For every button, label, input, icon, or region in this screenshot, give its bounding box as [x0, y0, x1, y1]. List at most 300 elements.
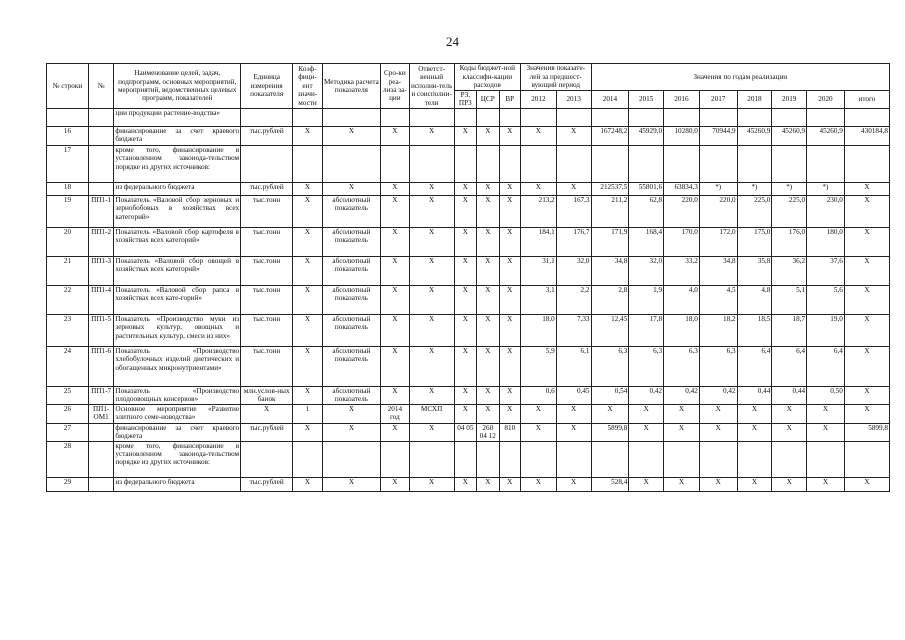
cell-value-2017: 6,3: [699, 346, 737, 386]
cell-value-2013: X: [556, 182, 591, 195]
cell-value-2018: X: [737, 404, 772, 423]
cell-value-2020: 5,6: [807, 285, 845, 314]
cell-value-2012: X: [521, 477, 557, 491]
cell-value-2013: [556, 145, 591, 182]
cell-value-2014: 212537,5: [591, 182, 629, 195]
cell-value-2017: [699, 145, 737, 182]
cell-vr: X: [499, 314, 520, 346]
cell-value-2014: 2,8: [591, 285, 629, 314]
cell-name: Показатель «Валовой сбор рапса в хозяйствах всех кате-горий»: [114, 285, 241, 314]
cell-total: 5899,8: [844, 423, 889, 441]
cell-unit: тыс.тонн: [241, 227, 293, 256]
cell-term: X: [381, 126, 410, 145]
cell-value-2013: [556, 108, 591, 126]
cell-value-2017: 18,2: [699, 314, 737, 346]
cell-resp: X: [409, 227, 454, 256]
cell-row-number: 21: [47, 256, 89, 285]
cell-value-2017: X: [699, 423, 737, 441]
cell-vr: X: [499, 346, 520, 386]
cell-vr: [499, 441, 520, 477]
cell-value-2013: 32,0: [556, 256, 591, 285]
cell-rz: X: [454, 346, 476, 386]
header-method: Методика расчета показателя: [322, 64, 380, 109]
cell-vr: X: [499, 477, 520, 491]
cell-method: абсолютный показатель: [322, 285, 380, 314]
cell-total: 430184,8: [844, 126, 889, 145]
header-total: итого: [844, 91, 889, 109]
header-year-2019: 2019: [772, 91, 807, 109]
cell-value-2015: X: [629, 423, 664, 441]
cell-term: X: [381, 182, 410, 195]
cell-value-2015: [629, 145, 664, 182]
cell-total: X: [844, 256, 889, 285]
table-row: [47, 182, 890, 195]
cell-code: ПП1-4: [88, 285, 114, 314]
cell-row-number: 26: [47, 404, 89, 423]
cell-coef: [293, 108, 323, 126]
header-year-2012: 2012: [521, 91, 557, 109]
cell-total: X: [844, 182, 889, 195]
header-csr: ЦСР: [477, 91, 499, 109]
cell-resp: X: [409, 182, 454, 195]
cell-value-2013: 0,45: [556, 386, 591, 404]
cell-code: ПП1-5: [88, 314, 114, 346]
cell-resp: X: [409, 195, 454, 227]
cell-value-2012: X: [521, 182, 557, 195]
cell-value-2014: 34,8: [591, 256, 629, 285]
cell-method: X: [322, 423, 380, 441]
cell-row-number: 28: [47, 441, 89, 477]
cell-rz: 04 05: [454, 423, 476, 441]
header-year-2014: 2014: [591, 91, 629, 109]
cell-value-2018: 225,0: [737, 195, 772, 227]
cell-value-2017: 70944,9: [699, 126, 737, 145]
cell-rz: X: [454, 477, 476, 491]
cell-resp: [409, 441, 454, 477]
cell-row-number: 16: [47, 126, 89, 145]
cell-value-2015: X: [629, 477, 664, 491]
cell-name: финансирование за счет краевого бюджета: [115, 423, 240, 441]
cell-method: абсолютный показатель: [322, 314, 380, 346]
cell-term: X: [381, 195, 410, 227]
cell-rz: X: [454, 386, 476, 404]
cell-value-2015: 32,0: [629, 256, 664, 285]
header-resp: Ответст-венный исполни-тель и соисполни-тели: [410, 64, 453, 107]
cell-value-2019: X: [772, 423, 807, 441]
cell-value-2014: 211,2: [591, 195, 629, 227]
cell-row-number: 19: [47, 195, 89, 227]
cell-rz: X: [454, 404, 476, 423]
cell-resp: X: [409, 477, 454, 491]
header-year-2013: 2013: [556, 91, 591, 109]
cell-rz: X: [454, 227, 476, 256]
cell-code: [88, 423, 114, 441]
cell-unit: тыс.рублей: [241, 126, 293, 145]
cell-csr: X: [477, 227, 499, 256]
cell-rz: X: [454, 256, 476, 285]
cell-value-2016: X: [664, 404, 700, 423]
cell-row-number: 25: [47, 386, 89, 404]
cell-value-2017: [699, 441, 737, 477]
cell-value-2016: 0,42: [664, 386, 700, 404]
cell-resp: X: [409, 346, 454, 386]
cell-row-number: 17: [47, 145, 89, 182]
cell-value-2015: 17,8: [629, 314, 664, 346]
cell-value-2018: 45260,9: [737, 126, 772, 145]
cell-value-2019: 6,4: [772, 346, 807, 386]
cell-value-2020: 37,6: [807, 256, 845, 285]
cell-value-2018: X: [737, 477, 772, 491]
cell-unit: тыс.рублей: [241, 423, 293, 441]
cell-unit: X: [241, 404, 293, 423]
cell-coef: X: [293, 314, 323, 346]
cell-value-2013: 167,3: [556, 195, 591, 227]
header-codes: Коды бюджет-ной классифи-кации расходов: [454, 64, 520, 91]
cell-value-2018: *): [737, 182, 772, 195]
cell-rz: X: [454, 314, 476, 346]
cell-method: абсолютный показатель: [322, 195, 380, 227]
table-row: [47, 423, 890, 441]
cell-value-2020: 45260,9: [807, 126, 845, 145]
cell-value-2015: 1,9: [629, 285, 664, 314]
cell-csr: X: [477, 477, 499, 491]
cell-csr: X: [477, 195, 499, 227]
cell-name: кроме того, финансирование в установленном законода-тельством порядке из других источников:: [114, 145, 241, 182]
cell-row-number: 23: [47, 314, 89, 346]
cell-row-number: 18: [47, 182, 89, 195]
cell-vr: [499, 108, 520, 126]
cell-method: абсолютный показатель: [322, 227, 380, 256]
cell-value-2015: 6,3: [629, 346, 664, 386]
header-rz: РЗ, ПРЗ: [454, 91, 476, 109]
cell-value-2016: 18,0: [664, 314, 700, 346]
cell-value-2014: [591, 441, 629, 477]
cell-value-2012: X: [521, 423, 557, 441]
cell-value-2019: X: [772, 404, 807, 423]
cell-csr: X: [477, 126, 499, 145]
cell-csr: X: [477, 386, 499, 404]
cell-term: X: [381, 346, 410, 386]
cell-method: абсолютный показатель: [322, 256, 380, 285]
cell-rz: X: [454, 126, 476, 145]
cell-term: X: [381, 256, 410, 285]
cell-row-number: [47, 108, 89, 126]
cell-value-2019: [772, 441, 807, 477]
table-row: [47, 386, 890, 404]
cell-value-2012: [521, 441, 557, 477]
cell-value-2013: X: [556, 423, 591, 441]
cell-coef: [293, 145, 323, 182]
cell-code: ПП1-7: [88, 386, 114, 404]
cell-value-2020: 0,50: [807, 386, 845, 404]
cell-row-number: 29: [47, 477, 89, 491]
cell-value-2018: 4,8: [737, 285, 772, 314]
cell-value-2020: [807, 108, 845, 126]
cell-value-2017: 34,8: [699, 256, 737, 285]
cell-value-2016: [664, 108, 700, 126]
cell-value-2020: 230,0: [807, 195, 845, 227]
cell-name: Показатель «Производство плодоовощных консервов»: [115, 386, 240, 404]
cell-coef: X: [293, 126, 323, 145]
cell-value-2013: 176,7: [556, 227, 591, 256]
cell-unit: [241, 441, 293, 477]
cell-value-2020: 180,0: [807, 227, 845, 256]
cell-value-2013: X: [556, 404, 591, 423]
cell-vr: X: [499, 195, 520, 227]
cell-coef: X: [293, 256, 323, 285]
cell-csr: [477, 108, 499, 126]
cell-code: ПП1-ОМ1: [88, 404, 114, 423]
table-row: [47, 346, 890, 386]
table-row: [47, 126, 890, 145]
cell-row-number: 24: [47, 346, 89, 386]
cell-value-2017: 0,42: [699, 386, 737, 404]
cell-coef: X: [293, 195, 323, 227]
header-coef: Коэф-фици-ент значи-мости: [293, 64, 323, 109]
cell-row-number: 20: [47, 227, 89, 256]
cell-value-2017: X: [699, 477, 737, 491]
cell-value-2016: 4,0: [664, 285, 700, 314]
cell-name: ции продукции растение-водства»: [114, 108, 241, 126]
cell-value-2016: X: [664, 423, 700, 441]
cell-coef: X: [293, 386, 323, 404]
cell-row-number: 27: [47, 423, 89, 441]
cell-value-2015: [629, 108, 664, 126]
cell-value-2015: 45929,0: [629, 126, 664, 145]
cell-method: X: [322, 126, 380, 145]
cell-code: ПП1-6: [88, 346, 114, 386]
cell-csr: X: [477, 182, 499, 195]
cell-method: X: [322, 404, 380, 423]
cell-value-2019: [772, 145, 807, 182]
cell-unit: тыс.тонн: [241, 346, 293, 386]
cell-method: [322, 108, 380, 126]
cell-coef: X: [293, 285, 323, 314]
cell-value-2012: 5,9: [521, 346, 557, 386]
cell-resp: [409, 108, 454, 126]
cell-value-2014: X: [591, 404, 629, 423]
cell-total: X: [844, 285, 889, 314]
cell-term: [381, 108, 410, 126]
header-year-2015: 2015: [629, 91, 664, 109]
cell-name: из федерального бюджета: [114, 182, 241, 195]
cell-csr: 260 04 12: [477, 423, 499, 441]
cell-csr: X: [477, 256, 499, 285]
cell-vr: X: [499, 404, 520, 423]
cell-code: [88, 441, 114, 477]
cell-csr: X: [477, 314, 499, 346]
program-indicators-table: [46, 63, 890, 492]
header-no: №: [88, 64, 114, 109]
cell-value-2014: 6,3: [591, 346, 629, 386]
cell-unit: [241, 108, 293, 126]
table-body: [47, 108, 890, 491]
cell-total: X: [844, 227, 889, 256]
cell-total: X: [844, 386, 889, 404]
cell-code: [88, 145, 114, 182]
cell-coef: X: [293, 227, 323, 256]
cell-vr: X: [499, 256, 520, 285]
cell-csr: [477, 441, 499, 477]
cell-total: X: [844, 404, 889, 423]
cell-value-2020: *): [807, 182, 845, 195]
cell-method: абсолютный показатель: [322, 346, 380, 386]
cell-value-2015: 55801,6: [629, 182, 664, 195]
cell-value-2015: 0,42: [629, 386, 664, 404]
cell-value-2013: 6,1: [556, 346, 591, 386]
cell-value-2018: [737, 441, 772, 477]
cell-resp: X: [409, 314, 454, 346]
cell-value-2012: 0,6: [521, 386, 557, 404]
cell-value-2012: X: [521, 404, 557, 423]
cell-value-2018: 175,0: [737, 227, 772, 256]
cell-name: кроме того, финансирование в установленном законода-тельством порядке из других источников:: [114, 441, 241, 477]
cell-term: [381, 441, 410, 477]
cell-total: X: [844, 477, 889, 491]
header-prev: Значения показате-лей за предшест-вующий период: [521, 64, 592, 91]
table-row: [47, 285, 890, 314]
cell-name: Основное мероприятие «Развитие элитного семе-новодства»: [114, 404, 241, 423]
cell-term: X: [381, 314, 410, 346]
cell-vr: X: [499, 126, 520, 145]
page-number: 24: [446, 34, 459, 49]
header-year-2020: 2020: [807, 91, 845, 109]
cell-term: X: [381, 227, 410, 256]
cell-total: [844, 145, 889, 182]
cell-total: [844, 108, 889, 126]
cell-value-2017: [699, 108, 737, 126]
cell-value-2014: 5899,8: [591, 423, 629, 441]
cell-value-2012: X: [521, 126, 557, 145]
table-row: [47, 108, 890, 126]
cell-value-2019: 0,44: [772, 386, 807, 404]
cell-value-2020: [807, 145, 845, 182]
cell-value-2016: 220,0: [664, 195, 700, 227]
cell-value-2013: 7,33: [556, 314, 591, 346]
cell-value-2017: X: [699, 404, 737, 423]
cell-value-2018: X: [737, 423, 772, 441]
table-row: [47, 145, 890, 182]
cell-rz: [454, 108, 476, 126]
cell-value-2017: 4,5: [699, 285, 737, 314]
cell-value-2014: 12,45: [591, 314, 629, 346]
header-row-no: № строки: [47, 64, 89, 109]
cell-value-2012: [521, 108, 557, 126]
cell-code: ПП1-1: [88, 195, 114, 227]
cell-value-2019: 36,2: [772, 256, 807, 285]
cell-code: ПП1-3: [88, 256, 114, 285]
table-row: [47, 477, 890, 491]
cell-value-2020: 19,0: [807, 314, 845, 346]
cell-coef: X: [293, 346, 323, 386]
cell-value-2019: 5,1: [772, 285, 807, 314]
cell-rz: [454, 441, 476, 477]
cell-value-2013: X: [556, 126, 591, 145]
cell-coef: X: [293, 477, 323, 491]
cell-rz: X: [454, 285, 476, 314]
cell-value-2019: 18,7: [772, 314, 807, 346]
table-row: [47, 256, 890, 285]
cell-value-2016: [664, 441, 700, 477]
cell-csr: X: [477, 346, 499, 386]
cell-unit: тыс.тонн: [241, 285, 293, 314]
cell-value-2020: 6,4: [807, 346, 845, 386]
cell-value-2016: X: [664, 477, 700, 491]
cell-unit: тыс.тонн: [241, 195, 293, 227]
cell-unit: тыс.рублей: [241, 477, 293, 491]
cell-value-2017: *): [699, 182, 737, 195]
cell-rz: X: [454, 182, 476, 195]
cell-value-2014: 528,4: [591, 477, 629, 491]
cell-unit: тыс.рублей: [241, 182, 293, 195]
header-unit: Единица измерения показателя: [241, 64, 293, 109]
cell-vr: [499, 145, 520, 182]
cell-value-2012: 3,1: [521, 285, 557, 314]
table-row: [47, 441, 890, 477]
cell-value-2019: X: [772, 477, 807, 491]
table-row: [47, 227, 890, 256]
cell-value-2019: 45260,9: [772, 126, 807, 145]
cell-value-2012: [521, 145, 557, 182]
table-row: [47, 404, 890, 423]
cell-value-2014: 167248,2: [591, 126, 629, 145]
cell-unit: тыс.тонн: [241, 314, 293, 346]
cell-value-2018: 35,8: [737, 256, 772, 285]
header-vr: ВР: [499, 91, 520, 109]
cell-name: Показатель «Производство хлебобулочных изделий диетических и обогащенных микронутриентами»: [114, 346, 241, 386]
cell-value-2016: [664, 145, 700, 182]
cell-value-2017: 172,0: [699, 227, 737, 256]
cell-name: финансирование за счет краевого бюджета: [114, 126, 241, 145]
cell-coef: X: [293, 423, 323, 441]
cell-value-2018: [737, 108, 772, 126]
cell-value-2018: 0,44: [737, 386, 772, 404]
cell-name: из федерального бюджета: [114, 477, 241, 491]
cell-resp: X: [409, 126, 454, 145]
cell-value-2019: 176,0: [772, 227, 807, 256]
cell-name: Показатель «Валовой сбор зерновых и зернобобовых в хозяйствах всех категорий»: [114, 195, 241, 227]
cell-value-2015: [629, 441, 664, 477]
cell-term: X: [381, 285, 410, 314]
cell-value-2018: 6,4: [737, 346, 772, 386]
header-year-2018: 2018: [737, 91, 772, 109]
cell-unit: млн.услов-ных банок: [241, 386, 293, 404]
cell-coef: 1: [293, 404, 323, 423]
cell-csr: [477, 145, 499, 182]
cell-value-2016: 10280,0: [664, 126, 700, 145]
cell-code: [88, 108, 114, 126]
cell-resp: X: [409, 256, 454, 285]
cell-vr: X: [499, 386, 520, 404]
cell-code: [88, 126, 114, 145]
cell-vr: 810: [499, 423, 520, 441]
cell-value-2015: 62,8: [629, 195, 664, 227]
cell-total: X: [844, 195, 889, 227]
cell-method: абсолютный показатель: [322, 386, 380, 404]
cell-resp: X: [409, 386, 454, 404]
header-year-2017: 2017: [699, 91, 737, 109]
cell-rz: [454, 145, 476, 182]
cell-value-2020: X: [807, 404, 845, 423]
cell-name: Показатель «Производство муки из зерновых культур, овощных и растительных культур, смеси из них»: [114, 314, 241, 346]
cell-method: X: [322, 182, 380, 195]
cell-value-2020: [807, 441, 845, 477]
cell-code: [88, 182, 114, 195]
cell-value-2019: *): [772, 182, 807, 195]
cell-resp: X: [409, 423, 454, 441]
cell-value-2019: 225,0: [772, 195, 807, 227]
cell-unit: тыс.тонн: [241, 256, 293, 285]
